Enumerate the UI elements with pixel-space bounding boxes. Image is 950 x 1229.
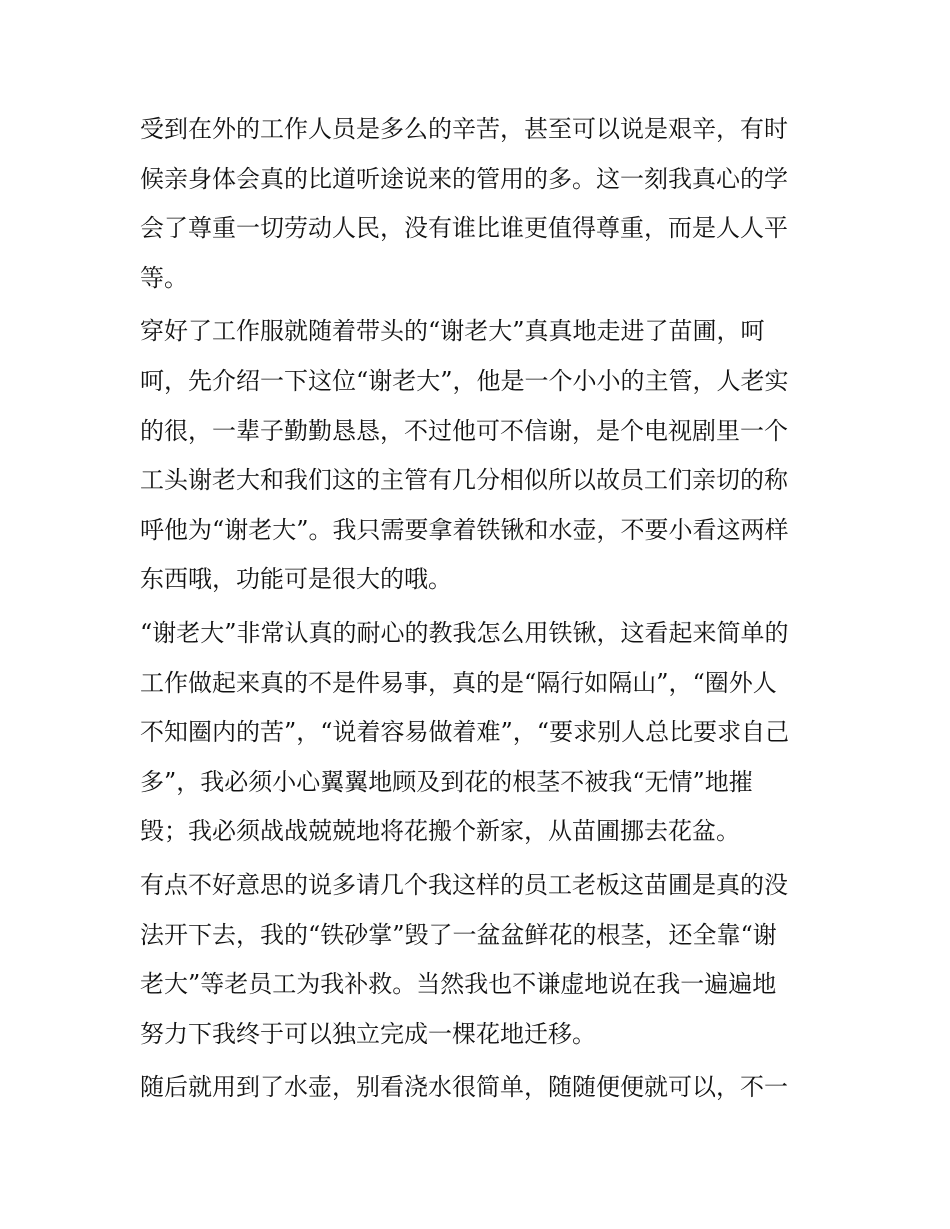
text-line: 东西哦，功能可是很大的哦。 (140, 565, 452, 594)
text-line: 会了尊重一切劳动人民，没有谁比谁更值得尊重，而是人人平 (140, 214, 788, 243)
text-line: 工头谢老大和我们这的主管有几分相似所以故员工们亲切的称 (140, 466, 788, 495)
text-line: 等。 (140, 263, 188, 292)
text-line: 候亲身体会真的比道听途说来的管用的多。这一刻我真心的学 (140, 164, 788, 193)
text-line: 呼他为“谢老大”。我只需要拿着铁锹和水壶，不要小看这两样 (140, 515, 789, 544)
text-line: 老大”等老员工为我补救。当然我也不谦虚地说在我一遍遍地 (140, 970, 777, 999)
document-body (140, 105, 820, 1113)
text-line: “谢老大”非常认真的耐心的教我怎么用铁锹，这看起来简单的 (140, 618, 789, 647)
text-line: 法开下去，我的“铁砂掌”毁了一盆盆鲜花的根茎，还全靠“谢 (140, 920, 777, 949)
paragraph-1 (140, 105, 820, 303)
text-line: 工作做起来真的不是件易事，真的是“隔行如隔山”，“圈外人 (140, 668, 777, 697)
text-line: 毁；我必须战战兢兢地将花搬个新家，从苗圃挪去花盆。 (140, 817, 740, 846)
text-line: 呵，先介绍一下这位“谢老大”，他是一个小小的主管，人老实 (140, 366, 789, 395)
text-line: 不知圈内的苦”，“说着容易做着难”，“要求别人总比要求自己 (140, 718, 790, 747)
text-line: 有点不好意思的说多请几个我这样的员工老板这苗圃是真的没 (140, 870, 788, 899)
text-line: 多”，我必须小心翼翼地顾及到花的根茎不被我“无情”地摧 (140, 767, 753, 796)
text-line: 随后就用到了水壶，别看浇水很简单，随随便便就可以，不一 (140, 1073, 788, 1102)
paragraph-4 (140, 861, 820, 1059)
text-line: 穿好了工作服就随着带头的“谢老大”真真地走进了苗圃，呵 (140, 317, 765, 346)
text-line: 的很，一辈子勤勤恳恳，不过他可不信谢，是个电视剧里一个 (140, 416, 788, 445)
text-line: 受到在外的工作人员是多么的辛苦，甚至可以说是艰辛，有时 (140, 115, 788, 143)
paragraph-3 (140, 609, 820, 857)
text-line: 努力下我终于可以独立完成一棵花地迁移。 (140, 1019, 596, 1048)
paragraph-5 (140, 1063, 820, 1113)
paragraph-2 (140, 307, 820, 605)
